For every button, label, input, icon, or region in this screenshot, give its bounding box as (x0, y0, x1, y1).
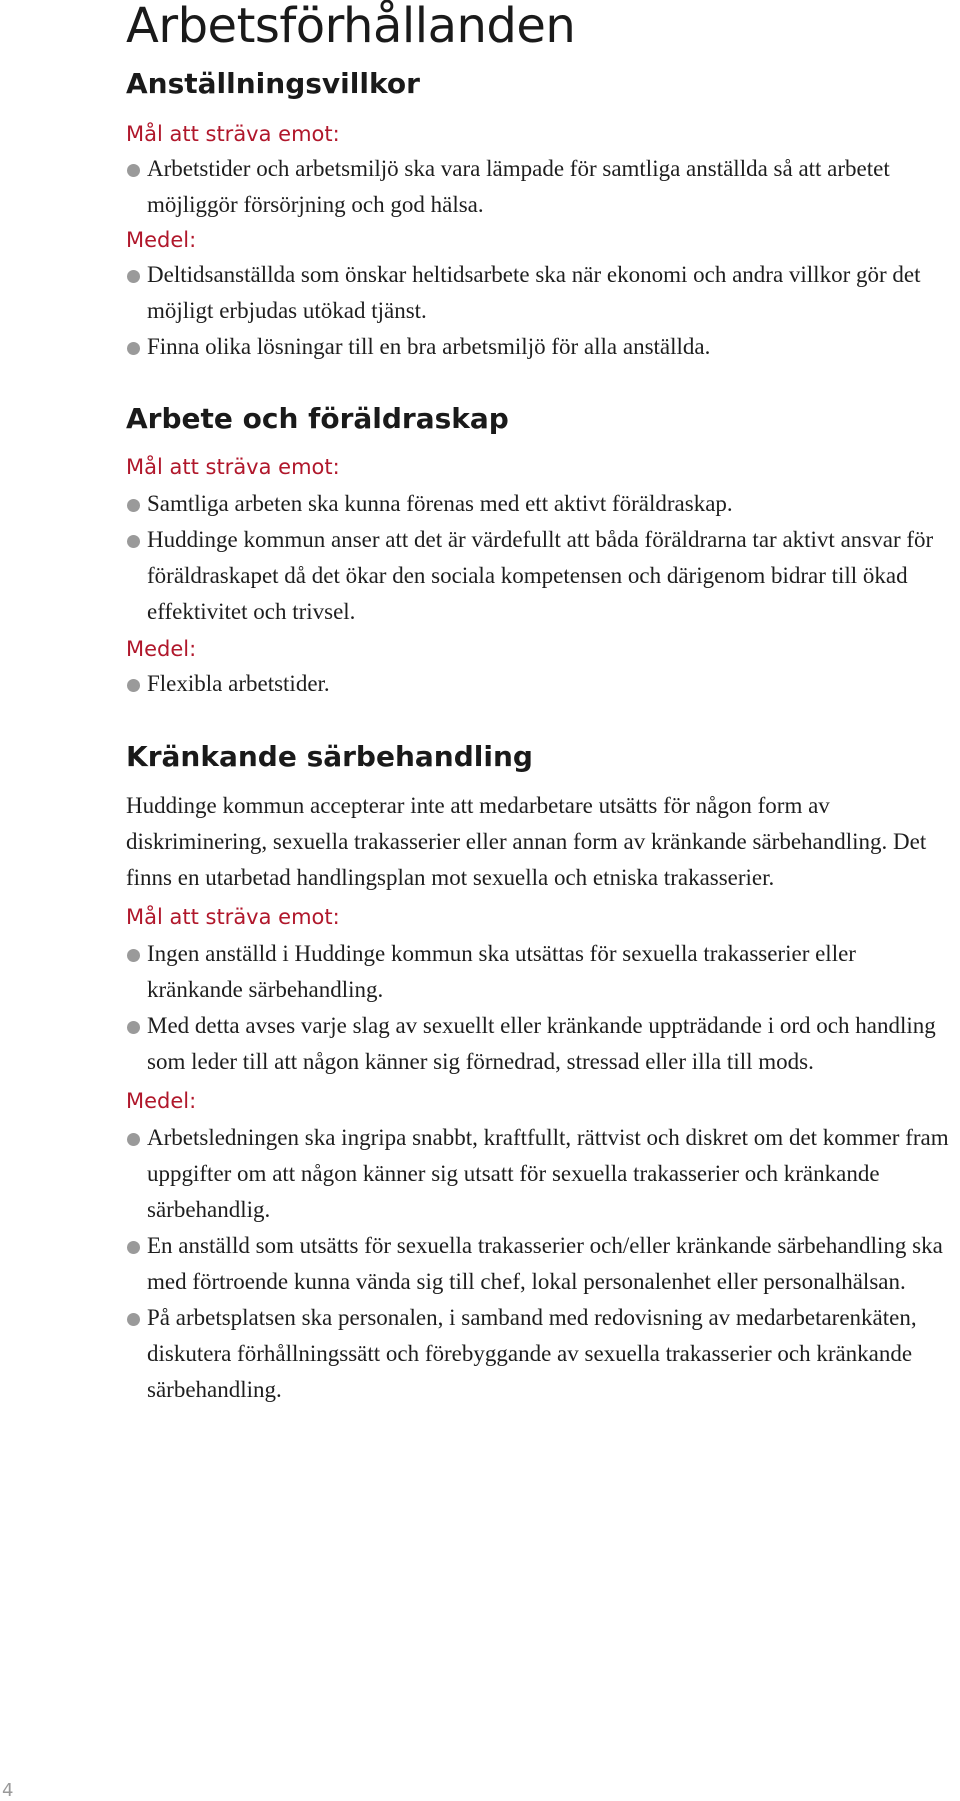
document-page (126, 0, 956, 1408)
list-item-text: En anställd som utsätts för sexuella trakasserier och/eller kränkande särbehandling ska med förtroende kunna vända sig till chef, lokal personalenhet eller personalhälsan. (147, 1233, 943, 1294)
list-item (126, 151, 956, 223)
bullet-icon (127, 535, 140, 548)
list-item (126, 936, 956, 1008)
bullet-icon (127, 1313, 140, 1326)
section-arbete-och-foraldraskap (126, 402, 956, 702)
list-item (126, 522, 956, 630)
bullet-icon (127, 270, 140, 283)
list-item-text: Ingen anställd i Huddinge kommun ska utsättas för sexuella trakasserier eller kränkande särbehandling. (147, 941, 856, 1002)
list-item-text: Arbetstider och arbetsmiljö ska vara lämpade för samtliga anställda så att arbetet möjliggör försörjning och god hälsa. (147, 156, 890, 217)
bullet-icon (127, 1133, 140, 1146)
list-item-text: Huddinge kommun anser att det är värdefullt att båda föräldrarna tar aktivt ansvar för föräldraskapet då det ökar den sociala kompetensen och därigenom bidrar till ökad effektivitet och trivsel. (147, 527, 934, 624)
list-item-text: Arbetsledningen ska ingripa snabbt, kraftfullt, rättvist och diskret om det kommer fram uppgifter om att någon känner sig utsatt för sexuella trakasserier och kränkande särbehandlig. (147, 1125, 949, 1222)
section-heading: Arbete och föräldraskap (126, 402, 509, 435)
page-number: 4 (2, 1780, 14, 1801)
list-item-text: Med detta avses varje slag av sexuellt eller kränkande uppträdande i ord och handling som leder till att någon känner sig förnedrad, stressad eller illa till mods. (147, 1013, 936, 1074)
bullet-icon (127, 164, 140, 177)
bullet-icon (127, 499, 140, 512)
section-heading: Kränkande särbehandling (126, 740, 533, 773)
section-heading: Anställningsvillkor (126, 67, 420, 100)
list-item (126, 1228, 956, 1300)
means-label: Medel: (126, 228, 197, 252)
list-item (126, 486, 956, 522)
list-item-text: Samtliga arbeten ska kunna förenas med ett aktivt föräldraskap. (147, 491, 733, 516)
list-item (126, 1120, 956, 1228)
list-item (126, 666, 956, 702)
list-item-text: Flexibla arbetstider. (147, 671, 330, 696)
section-anstallningsvillkor (126, 67, 956, 365)
list-item (126, 257, 956, 329)
bullet-icon (127, 679, 140, 692)
bullet-icon (127, 949, 140, 962)
goal-label: Mål att sträva emot: (126, 455, 340, 479)
list-item (126, 1300, 956, 1408)
means-label: Medel: (126, 637, 197, 661)
list-item-text: Deltidsanställda som önskar heltidsarbete ska när ekonomi och andra villkor gör det möjligt erbjudas utökad tjänst. (147, 262, 921, 323)
bullet-icon (127, 1241, 140, 1254)
bullet-icon (127, 1021, 140, 1034)
intro-paragraph: Huddinge kommun accepterar inte att medarbetare utsätts för någon form av diskriminering, sexuella trakasserier eller annan form av kränkande särbehandling. Det finns en utarbetad handlingsplan mot sexuella och etniska trakasserier. (126, 793, 927, 890)
section-krankande-sarbehandling (126, 740, 956, 1408)
list-item (126, 329, 956, 365)
means-label: Medel: (126, 1089, 197, 1113)
list-item (126, 1008, 956, 1080)
bullet-icon (127, 342, 140, 355)
goal-label: Mål att sträva emot: (126, 905, 340, 929)
goal-label: Mål att sträva emot: (126, 122, 340, 146)
list-item-text: På arbetsplatsen ska personalen, i samband med redovisning av medarbetarenkäten, diskutera förhållningssätt och förebyggande av sexuella trakasserier och kränkande särbehandling. (147, 1305, 917, 1402)
page-title: Arbetsförhållanden (126, 0, 576, 54)
list-item-text: Finna olika lösningar till en bra arbetsmiljö för alla anställda. (147, 334, 711, 359)
